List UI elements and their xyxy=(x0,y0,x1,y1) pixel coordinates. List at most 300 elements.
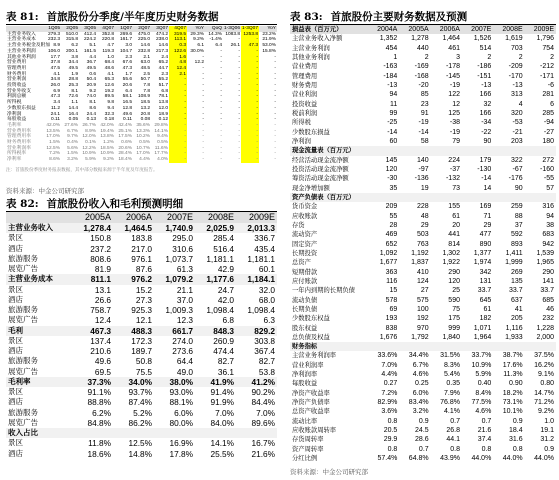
t81-table-cell: 12.0% xyxy=(82,134,96,140)
t83-table-row xyxy=(290,174,556,183)
t83-table-cell: 71 xyxy=(483,212,492,220)
t83-table-cell: 322 xyxy=(510,156,523,164)
t83-table-cell: 每股收益 xyxy=(292,380,318,388)
t83-table-cell: 净资产收益率 xyxy=(292,389,330,397)
t81-table-cell: 主营业务利润 xyxy=(7,48,36,54)
t83-table-cell: 893 xyxy=(510,240,523,248)
t81-table-cell: 所得税 xyxy=(7,100,22,106)
t83-table-cell: 10.1% xyxy=(502,408,523,416)
t81-table-cell: 14.6 xyxy=(140,43,150,49)
t83-table-cell: -163 xyxy=(383,63,398,71)
t83-table-cell: 14.7% xyxy=(534,389,554,397)
t81-table-cell: 238.0 xyxy=(155,37,168,43)
t82-table-cell: 829.2 xyxy=(236,326,277,336)
t83-table-cell: 590 xyxy=(448,296,460,304)
t83-table-cell: 20.5 xyxy=(383,427,398,435)
t82-table-cell xyxy=(72,428,113,438)
t82-table-cell: 336.7 xyxy=(254,233,275,244)
t81-table-cell: - xyxy=(220,83,222,89)
t83-table-cell: 3 xyxy=(456,53,460,61)
t83-table-cell: 0.9 xyxy=(512,417,523,425)
t83-table-cell: 15 xyxy=(389,287,398,295)
t81-table-cell: - xyxy=(241,140,259,146)
t83-table-cell: 一年内到期的长期负债 xyxy=(292,287,355,295)
t82-table-cell: 24.7 xyxy=(217,284,234,295)
t83-table-cell: 12 xyxy=(452,100,460,108)
t82-table-cell: 84.4% xyxy=(251,397,275,408)
t82-table-cell: 811.1 xyxy=(72,274,113,284)
t82-table-cell: 84.0% xyxy=(210,417,234,428)
t81-table-cell: 利润总额 xyxy=(7,94,27,100)
t83-table-cell: 763 xyxy=(416,240,429,248)
t81-header-cell: 2Q05 xyxy=(61,26,79,32)
t82-table-row xyxy=(6,346,277,356)
t81-header-cell: 2Q07 xyxy=(133,26,151,32)
t81-title-number: 表 81: xyxy=(6,11,39,23)
t81-table-cell: 营业费用 xyxy=(7,60,27,66)
t82-table-cell: 景区 xyxy=(8,438,23,448)
t82-table-cell: 285.4 xyxy=(213,233,234,244)
t82-table-row xyxy=(6,397,277,407)
t82-table-cell: 1,464.5 xyxy=(113,223,154,233)
t83-table-cell: 4 xyxy=(518,100,523,108)
t83-table-cell: 60 xyxy=(389,137,398,145)
t81-table-cell: - xyxy=(274,54,276,60)
t82-table-cell: 1,098.4 xyxy=(206,305,234,315)
t82-table-cell: 976.2 xyxy=(113,274,154,284)
t83-title-number: 表 83: xyxy=(290,11,323,23)
t83-table-cell: 73 xyxy=(452,184,460,192)
t83-table-cell: 193 xyxy=(385,315,398,323)
t83-table-cell: 1,922 xyxy=(442,259,460,267)
t83-table-cell: 169 xyxy=(479,203,492,211)
t83-table-cell: 1,228 xyxy=(536,324,554,332)
t83-table-cell: 1,116 xyxy=(505,324,523,332)
t83-table-cell: 1,092 xyxy=(379,249,398,257)
t83-table-cell: 180 xyxy=(542,137,554,145)
t83-table xyxy=(290,25,556,463)
t82-table-cell: 14.1% xyxy=(210,438,234,449)
t81-header-cell: YoY xyxy=(259,26,277,32)
t83-table-cell: 272 xyxy=(542,156,554,164)
t82-table-cell: 21.6% xyxy=(251,448,275,459)
t81-table-cell: 8.1 xyxy=(71,88,78,94)
t82-table-cell: 925.3 xyxy=(131,305,152,315)
t83-table-cell: 135 xyxy=(510,277,523,285)
t83-table-cell: 35 xyxy=(389,184,398,192)
t83-table-cell: 141 xyxy=(542,277,554,285)
t81-table-cell: 9.2% xyxy=(193,37,204,43)
t81-table-cell: 12.6 xyxy=(104,83,114,89)
t81-table-cell: 2.1 xyxy=(169,72,187,78)
t82-table-cell: 273.6 xyxy=(172,346,193,356)
t83-table-cell: 27 xyxy=(420,287,429,295)
t83-table-cell: 1,071 xyxy=(473,324,492,332)
t82-table-cell: 主营业务收入 xyxy=(6,223,72,233)
t83-table-cell: 71.2% xyxy=(534,399,554,407)
t81-table-cell: - xyxy=(238,134,240,140)
t83-table-cell: 6 xyxy=(550,100,554,108)
t81-table-row xyxy=(6,43,277,49)
t82-table-cell: 260.9 xyxy=(213,335,234,346)
t81-table-cell: 65.3 xyxy=(104,77,114,83)
t82-table-cell: 81.9 xyxy=(94,264,111,274)
t82-table-cell: 37.0 xyxy=(176,294,193,305)
t82-table-cell: 808.6 xyxy=(90,253,111,264)
t83-table-cell: 1,796 xyxy=(536,35,554,43)
t83-table-cell: 16.2% xyxy=(534,361,554,369)
t81-table-cell: 63.0 xyxy=(140,60,150,66)
t81-table-cell: 108.9 xyxy=(137,94,150,100)
t83-table-row xyxy=(290,389,556,398)
t81-table-cell: 224.2 xyxy=(83,37,96,43)
t81-table-cell: - xyxy=(238,54,240,60)
t82-table-cell: 36.1 xyxy=(217,366,234,377)
t81-table-cell: 18.9 xyxy=(158,111,168,117)
t81-table-cell: - xyxy=(220,100,222,106)
t81-table-cell: - xyxy=(202,134,204,140)
t83-table-cell: 100 xyxy=(416,305,429,313)
t81-table-cell: - xyxy=(202,151,204,157)
t81-table-cell: - xyxy=(241,49,259,55)
t81-table-cell: 0.3 xyxy=(169,43,187,49)
t81-table-cell: - xyxy=(220,105,222,111)
t83-table-cell: 46 xyxy=(546,305,554,313)
t83-table-cell: -169 xyxy=(414,63,429,71)
t83-table-row xyxy=(290,156,556,165)
t81-table-cell: 510.0 xyxy=(65,31,78,37)
t83-table-cell: 942 xyxy=(542,240,554,248)
t83-table-row xyxy=(290,240,556,249)
t81-table-cell: 6.2 xyxy=(71,43,78,49)
t81-table-cell: 5.1 xyxy=(89,43,96,49)
t81-table-cell: 58.1 xyxy=(122,94,132,100)
t83-table-cell: 8.3% xyxy=(444,361,460,369)
t82-table-cell: 60.1 xyxy=(258,264,275,274)
t81-table-cell: 122.6 xyxy=(169,49,187,55)
t82-table-cell: 217.0 xyxy=(131,243,152,254)
t81-table-cell: 6.7% xyxy=(67,128,78,134)
t81-table-cell: - xyxy=(169,106,187,112)
t81-table-cell: - xyxy=(241,129,259,135)
t82-table-cell: 6.2% xyxy=(92,407,111,418)
t83-table-cell: 流动比率 xyxy=(292,417,318,425)
t83-table-cell: 140 xyxy=(416,156,429,164)
t82-table-cell: 295.0 xyxy=(172,233,193,244)
t81-table-cell: - xyxy=(241,134,259,140)
t83-table-cell: 120 xyxy=(448,277,460,285)
t81-table-cell: 13.2 xyxy=(140,105,150,111)
t82-table-row xyxy=(6,244,277,254)
t81-table-cell: - xyxy=(169,146,187,152)
t83-table-cell: 1,837 xyxy=(411,259,429,267)
t81-table-cell: 12.5% xyxy=(46,145,60,151)
t82-table-cell: 88.8% xyxy=(87,397,111,408)
t83-table-cell xyxy=(368,193,399,202)
t83-table-cell: 17.6% xyxy=(502,361,523,369)
t81-table-cell: - xyxy=(238,77,240,83)
t83-table-cell: 703 xyxy=(510,44,523,52)
t81-table-cell: 18.5% xyxy=(100,145,114,151)
t83-table-cell xyxy=(399,146,430,155)
t83-table-cell: -20 xyxy=(418,81,429,89)
t83-table-cell: -19 xyxy=(449,128,460,136)
t81-table-cell: - xyxy=(238,94,240,100)
t81-table-cell: 4.8 xyxy=(169,60,187,66)
t83-table-cell xyxy=(399,193,430,202)
t81-table-cell: 管理费用 xyxy=(7,65,27,71)
t83-table-row xyxy=(290,221,556,230)
t81-table-cell: - xyxy=(238,157,240,163)
t83-table-cell: 28.6 xyxy=(415,436,429,444)
t82-table-cell: 2,013.3 xyxy=(236,223,277,233)
t81-table-cell: 营业利润 xyxy=(7,77,27,83)
t81-table-cell: - xyxy=(274,94,276,100)
t81-table-cell: 少数股东损益 xyxy=(7,105,36,111)
t81-table-cell: 9.8 xyxy=(107,100,114,106)
t81-table-cell: - xyxy=(274,83,276,89)
t83-table-cell: 1 xyxy=(393,53,398,61)
t81-table-cell: - xyxy=(274,77,276,83)
t83-table-cell: 主营业务利润率 xyxy=(292,352,337,360)
t83-table-cell: 94 xyxy=(546,212,554,220)
t81-table-cell: 8.9% xyxy=(85,128,96,134)
t81-table-cell: 23.2% xyxy=(262,31,276,37)
t83-table-row xyxy=(290,268,556,277)
t82-title xyxy=(6,196,183,211)
t83-table-cell xyxy=(493,193,524,202)
t83-table-row xyxy=(290,398,556,407)
t81-table-cell: 8.6 xyxy=(89,105,96,111)
t83-table-cell: 0.8 xyxy=(387,445,398,453)
t81-table-cell: - xyxy=(238,48,240,54)
t81-table-cell: 8.9 xyxy=(53,43,60,49)
t83-table-cell: 主营业务收入净额 xyxy=(292,35,343,43)
t83-table-cell: -184 xyxy=(383,72,398,80)
t82-table-cell: 17.8% xyxy=(169,448,193,459)
t81-table-cell: 30.0% xyxy=(190,48,204,54)
t83-table-cell: 29 xyxy=(483,221,492,229)
t81-table-cell: - xyxy=(241,89,259,95)
t81-table-cell: 217.3 xyxy=(155,48,168,54)
t83-table-cell: 33.7 xyxy=(509,287,523,295)
t82-table-cell: 毛利率 xyxy=(6,377,72,387)
t83-table-cell: 2 xyxy=(487,53,492,61)
t83-table-cell: 1,677 xyxy=(379,259,398,267)
t81-table-cell: 2.3 xyxy=(161,71,168,77)
t81-table-cell: 14.6 xyxy=(158,43,168,49)
t83-table-cell: 营业利润 xyxy=(292,91,318,99)
t81-table-cell: - xyxy=(220,88,222,94)
t83-table-cell: 814 xyxy=(448,240,460,248)
t83-table-cell: 1,619 xyxy=(505,35,523,43)
t81-table-wrap xyxy=(6,26,277,163)
t81-table-cell: 72.6 xyxy=(68,94,78,100)
t82-header-cell: 2005A xyxy=(72,212,113,223)
t83-table-cell: 资产负债表（百万元） xyxy=(290,193,368,202)
t81-table-cell: - xyxy=(220,140,222,146)
t82-table-cell: 37.3% xyxy=(72,377,113,387)
t81-table-cell: - xyxy=(238,140,240,146)
t83-table-cell: 1,974 xyxy=(473,259,492,267)
t83-table-cell: 410 xyxy=(416,268,429,276)
t81-table-cell: - xyxy=(241,72,259,78)
t83-table-cell: 232 xyxy=(542,315,554,323)
t83-table-cell: 11 xyxy=(390,100,398,108)
t81-table-cell: 104.7 xyxy=(119,48,132,54)
t81-table-cell: 1083.8 xyxy=(225,31,240,37)
t83-table-cell: 83.4% xyxy=(408,399,429,407)
t81-table-cell: 0.05 xyxy=(68,117,78,123)
t82-table-cell: 旅游服务 xyxy=(8,253,38,263)
t82-table-row xyxy=(6,387,277,397)
t81-table-cell: - xyxy=(238,71,240,77)
t81-table-cell: 1.9 xyxy=(71,71,78,77)
t83-table-cell: 2 xyxy=(518,53,523,61)
t83-table-cell: -14 xyxy=(418,128,429,136)
t82-table-row xyxy=(6,418,277,428)
t81-table-cell: 所得税率 xyxy=(7,151,27,157)
t83-table-cell: 9.1% xyxy=(538,371,554,379)
t81-table-cell: 49.5 xyxy=(86,65,96,71)
t83-table-cell: 23 xyxy=(420,100,429,108)
t82-table-cell: 38.0% xyxy=(154,377,195,387)
t81-table-cell: 2.5 xyxy=(143,71,150,77)
t83-table-row xyxy=(290,286,556,295)
t82-table-cell: 90.2% xyxy=(251,387,275,397)
t81-table-cell: - xyxy=(274,145,276,151)
t83-table-cell: -27 xyxy=(543,128,554,136)
t82-table-cell: 474.4 xyxy=(213,346,234,356)
t83-table-cell: 固定资产 xyxy=(292,240,318,248)
t83-table-cell: 1,278 xyxy=(411,35,429,43)
t81-table-cell: 17.0% xyxy=(46,134,60,140)
t83-table-cell: 514 xyxy=(479,44,492,52)
t83-table-cell: 890 xyxy=(479,240,492,248)
t83-table-row xyxy=(290,435,556,444)
t81-table-cell: - xyxy=(202,77,204,83)
t81-table-cell: 24.4 xyxy=(86,111,96,117)
t81-table-cell: 2.3 xyxy=(125,54,132,60)
t81-table-cell: 11.2 xyxy=(51,105,60,111)
t82-table-cell: 6.8 xyxy=(222,315,234,326)
t83-table-cell: 短期借款 xyxy=(292,268,318,276)
t81-table-cell: - xyxy=(274,71,276,77)
t81-table-cell: 47.3 xyxy=(122,65,132,71)
t83-table-cell: 流动资产 xyxy=(292,231,318,239)
t83-table-cell: 290 xyxy=(448,268,460,276)
t81-table-cell: 49.5 xyxy=(68,65,78,71)
t83-table-cell: 592 xyxy=(510,231,523,239)
t83-table-row xyxy=(290,100,556,109)
t83-table-wrap xyxy=(290,25,556,463)
t82-table-cell: 172.3 xyxy=(131,335,152,346)
t83-table-cell: 44.1 xyxy=(446,436,460,444)
t83-table-cell: 155 xyxy=(448,203,460,211)
t83-table-cell: 总负债及权益 xyxy=(292,333,330,341)
t83-table-cell: 469 xyxy=(385,231,398,239)
t81-table-cell: 12.8 xyxy=(122,105,132,111)
t81-table-cell: 232.3 xyxy=(47,37,60,43)
t83-table-cell: -94 xyxy=(543,119,554,127)
t83-table-row xyxy=(290,296,556,305)
t83-table-cell: 166 xyxy=(479,91,492,99)
t83-table-cell: 91 xyxy=(420,109,429,117)
t81-table-cell: 10.9% xyxy=(100,151,114,157)
t81-top-rule xyxy=(6,24,277,25)
t82-table-wrap xyxy=(6,212,277,459)
t83-table-cell: 31.2 xyxy=(540,436,554,444)
t83-table-cell: 645 xyxy=(479,296,492,304)
t83-table-row xyxy=(290,202,556,211)
t83-table-cell: 120 xyxy=(385,165,398,173)
t81-table-cell: - xyxy=(220,65,222,71)
t83-table-cell: 管理费用 xyxy=(292,72,318,80)
t83-table-cell: 8.4% xyxy=(475,389,492,397)
t81-table-cell: 3.0 xyxy=(125,43,132,49)
t81-table-cell: 6.9 xyxy=(53,88,60,94)
t83-table-cell: 125 xyxy=(448,109,460,117)
t81-table-cell: - xyxy=(241,83,259,89)
t81-table-cell: - xyxy=(202,88,204,94)
t82-table-cell: 展览广告 xyxy=(8,417,38,427)
t81-table-cell: 119.3 xyxy=(102,48,114,54)
t83-table-cell: 1,192 xyxy=(411,249,429,257)
t81-table-cell: 1.5% xyxy=(49,140,60,146)
t82-table-cell: 49.6 xyxy=(94,356,111,367)
t81-table-cell: 7.8 xyxy=(143,83,150,89)
t81-table-cell: 17.7% xyxy=(154,151,168,157)
t82-table-cell: 1,181.1 xyxy=(206,253,234,264)
t81-table-cell: 20.8 xyxy=(140,111,150,117)
t83-table-cell: 5.4% xyxy=(444,371,460,379)
t82-table-cell: 41.2% xyxy=(236,377,277,387)
t81-table-cell: - xyxy=(202,117,204,123)
t81-table-cell: 营业利润率 xyxy=(7,145,31,151)
t81-table-cell: - xyxy=(202,140,204,146)
t83-table-row xyxy=(290,314,556,323)
t83-table-cell: 461 xyxy=(448,44,460,52)
t81-table-cell: 18.5 xyxy=(140,100,150,106)
t83-table-cell: -14 xyxy=(481,175,492,183)
t83-table-cell: 6.0% xyxy=(412,389,429,397)
t82-table-cell: 49.0 xyxy=(176,366,193,377)
t83-table-cell: 29.9 xyxy=(383,436,398,444)
t81-table-cell: - xyxy=(220,60,222,66)
t81-table-cell: 13.3% xyxy=(136,128,150,134)
t83-table-cell: 1,377 xyxy=(473,249,492,257)
t81-table-cell: - xyxy=(238,111,240,117)
t83-table-cell: 7.9% xyxy=(444,389,460,397)
t82-table-cell: 26.6 xyxy=(94,294,111,305)
t83-table-cell: -19 xyxy=(418,119,429,127)
t82-table-row xyxy=(6,254,277,264)
t81-table-cell: - xyxy=(241,94,259,100)
t81-table-cell: - xyxy=(241,60,259,66)
t81-table-cell: 0.11 xyxy=(123,117,132,123)
t83-table-cell: 19 xyxy=(420,184,429,192)
t81-table-cell: - xyxy=(202,111,204,117)
t81-header-cell: 4Q07 xyxy=(169,26,187,32)
t82-table-cell: 景区 xyxy=(8,233,23,243)
t83-table-cell: 20 xyxy=(452,221,460,229)
t81-table-cell: - xyxy=(274,111,276,117)
t82-table-cell: 93.7% xyxy=(128,387,152,397)
t82-table-cell: 88.1% xyxy=(169,397,193,408)
t81-table-cell: - xyxy=(238,145,240,151)
t81-table-cell: - xyxy=(241,112,259,118)
t82-table-cell: 1,177.6 xyxy=(195,274,236,284)
